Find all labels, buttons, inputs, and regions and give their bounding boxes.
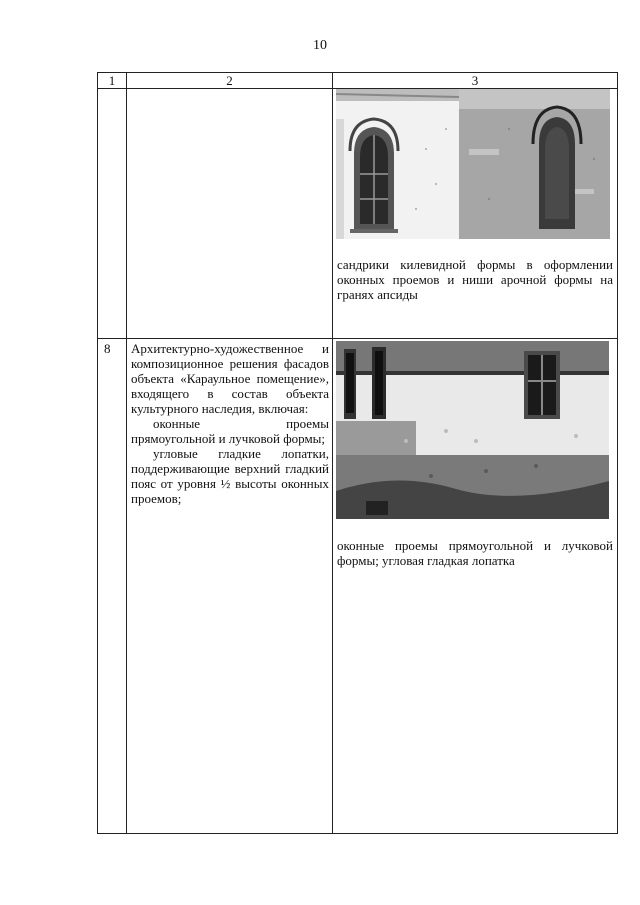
caption-text: оконные проемы прямоугольной и лучковой формы; угловая гладкая лопатка bbox=[337, 538, 613, 568]
arched-niche-photo bbox=[459, 89, 610, 239]
row-description bbox=[127, 89, 333, 339]
row-illustration bbox=[333, 89, 618, 339]
header-col-3: 3 bbox=[333, 73, 618, 89]
header-col-1: 1 bbox=[98, 73, 127, 89]
header-col-2: 2 bbox=[127, 73, 333, 89]
arched-window-photo bbox=[336, 89, 459, 239]
row-number bbox=[98, 89, 127, 339]
facade-photo bbox=[336, 341, 609, 519]
description-item: оконные проемы прямоугольной и лучковой формы; bbox=[131, 416, 329, 446]
table-header-row bbox=[98, 73, 618, 89]
row-description bbox=[127, 339, 333, 834]
description-item: угловые гладкие лопатки, поддерживающие верхний гладкий пояс от уровня ½ высоты оконных проемов; bbox=[131, 446, 329, 506]
description-intro: Архитектурно-художественное и композиционное решения фасадов объекта «Караульное помещение», входящего в состав объекта культурного наследия, включая: bbox=[131, 341, 329, 416]
heritage-table bbox=[97, 72, 618, 834]
row-caption bbox=[333, 255, 617, 302]
table-row bbox=[98, 339, 618, 834]
row-illustration bbox=[333, 339, 618, 834]
row-number: 8 bbox=[98, 339, 127, 834]
row-caption bbox=[333, 536, 617, 568]
page-number: 10 bbox=[313, 38, 327, 53]
caption-text: сандрики килевидной формы в оформлении оконных проемов и ниши арочной формы на гранях апсиды bbox=[337, 257, 613, 302]
table-row bbox=[98, 89, 618, 339]
